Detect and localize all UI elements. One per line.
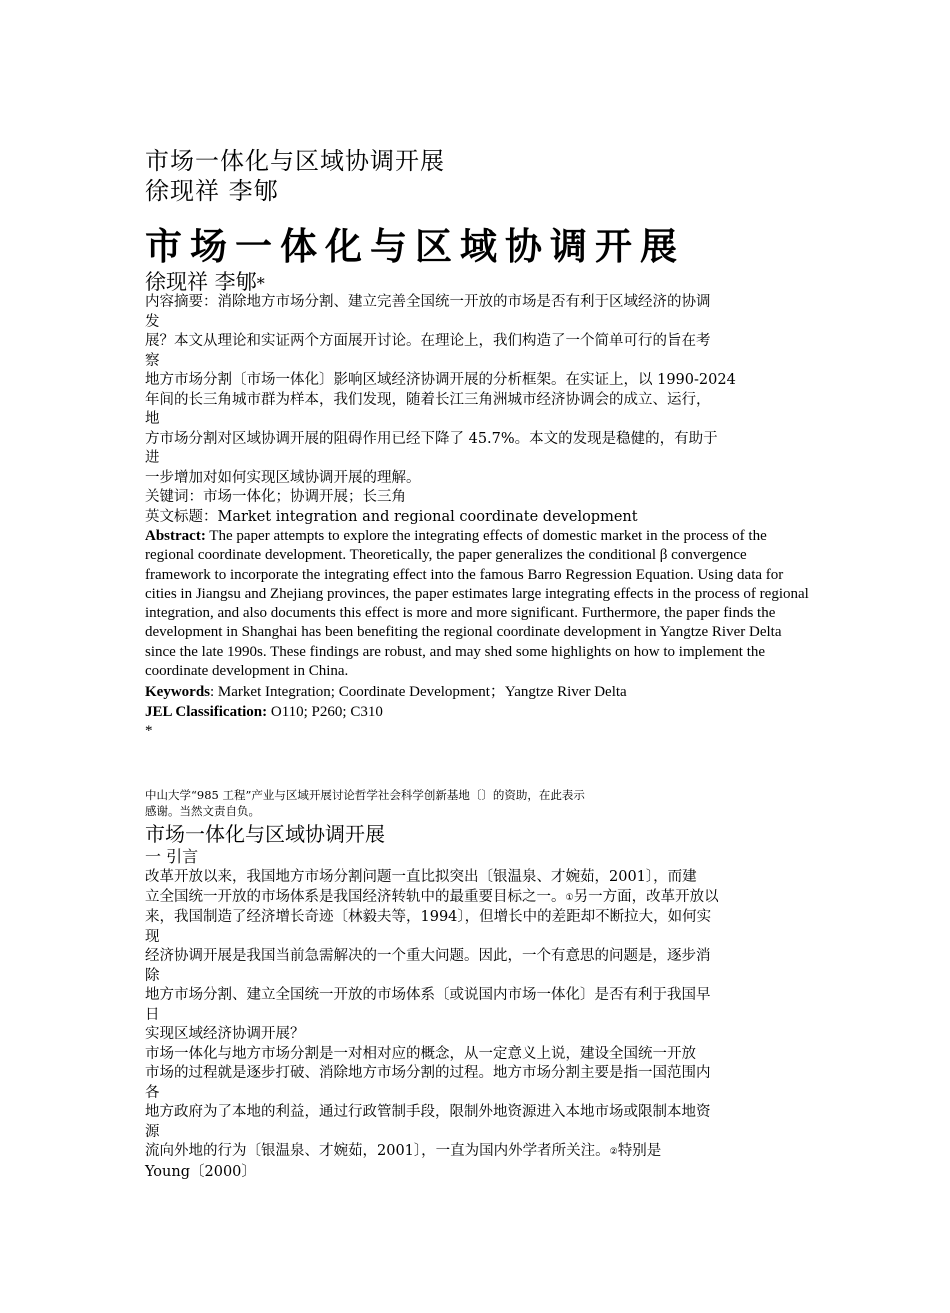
body-line-text: 特别是 (617, 1143, 662, 1159)
body-line (145, 1142, 810, 1163)
body-line: 除 (145, 967, 160, 984)
body-line: Young〔2000〕 (145, 1163, 256, 1180)
footnote-block (145, 787, 810, 819)
abstract-en-text: The paper attempts to explore the integrating effects of domestic market in the process of the regional coordinate development. Theoretically, the paper generalizes the conditional β convergence framework to incorporate the integrating effect into the famous Barro Regression Equation. Using data for cities in Jiangsu and Zhejiang provinces, the paper estimates large integrating effects in the process of regional integration, and also documents this effect is more and more significant. Furthermore, the paper finds the development in Shanghai has been benefiting the regional coordinate development in Yangtze River Delta since the late 1990s. These findings are robust, and may shed some highlights on how to implement the coordinate development in China. (145, 528, 809, 680)
jel-label: JEL Classification: (145, 703, 268, 720)
body-line: 市场一体化与地方市场分割是一对相对应的概念，从一定意义上说，建设全国统一开放 (145, 1045, 696, 1062)
abstract-cn-line: 地 (145, 411, 160, 427)
title-block (145, 225, 810, 269)
abstract-en-label: Abstract: (145, 528, 206, 544)
body-line: 来，我国制造了经济增长奇迹〔林毅夫等，1994〕，但增长中的差距却不断拉大，如何实 (145, 909, 712, 925)
jel-classification (145, 703, 810, 722)
abstract-en (145, 527, 810, 741)
jel-text: O110; P260; C310 (267, 703, 383, 720)
footnote-line: 感谢。当然文责自负。 (145, 804, 260, 818)
endnote-mark: ① (565, 892, 574, 903)
abstract-cn (145, 293, 810, 527)
section-header (145, 822, 810, 867)
header-authors: 徐现祥 李郇 (145, 177, 279, 205)
page-title: 市场一体化与区域协调开展 (145, 225, 685, 268)
body-line: 市场的过程就是逐步打破、消除地方市场分割的过程。地方市场分割主要是指一国范围内 (145, 1065, 711, 1081)
body-line: 现 (145, 928, 160, 945)
body-line: 经济协调开展是我国当前急需解决的一个重大问题。因此，一个有意思的问题是，逐步消 (145, 948, 711, 964)
endnote-mark: ② (609, 1147, 618, 1157)
keywords-cn: 关键词：市场一体化；协调开展；长三角 (145, 489, 406, 505)
header-block (145, 146, 810, 206)
abstract-cn-line: 地方市场分割〔市场一体化〕影响区域经济协调开展的分析框架。在实证上，以 1990-2024 (145, 372, 736, 388)
authors-names: 徐现祥 李郇 (145, 270, 257, 294)
body-line: 改革开放以来，我国地方市场分割问题一直比拟突出〔银温泉、才婉茹，2001〕，而建 (145, 869, 697, 885)
footnote-star: * (145, 722, 153, 739)
keywords-en-text: : Market Integration; Coordinate Development；Yangtze River Delta (210, 684, 627, 701)
english-title: 英文标题：Market integration and regional coordinate development (145, 508, 638, 525)
header-title: 市场一体化与区域协调开展 (145, 147, 445, 175)
abstract-cn-line: 展？本文从理论和实证两个方面展开讨论。在理论上，我们构造了一个简单可行的旨在考 (145, 333, 711, 349)
body-line: 源 (145, 1123, 160, 1140)
abstract-cn-line: 方市场分割对区域协调开展的阻碍作用已经下降了 45.7%。本文的发现是稳健的，有助于 (145, 430, 718, 447)
abstract-cn-line: 内容摘要：消除地方市场分割、建立完善全国统一开放的市场是否有利于区域经济的协调 (145, 294, 711, 310)
author-footnote-mark: * (256, 274, 265, 293)
keywords-en (145, 683, 810, 702)
footnote-line: 中山大学“985 工程”产业与区域开展讨论哲学社会科学创新基地〔〕的资助，在此表示 (145, 788, 585, 802)
abstract-cn-line: 进 (145, 450, 160, 466)
body-line-text: 立全国统一开放的市场体系是我国经济转轨中的最重要目标之一。 (145, 888, 566, 905)
body-line-text: 流向外地的行为〔银温泉、才婉茹，2001〕，一直为国内外学者所关注。 (145, 1143, 610, 1159)
abstract-cn-line: 察 (145, 352, 160, 369)
body-line: 日 (145, 1006, 160, 1023)
abstract-en-paragraph (145, 527, 810, 681)
keywords-en-label: Keywords (145, 684, 210, 701)
section-body (145, 868, 810, 1182)
abstract-cn-line: 年间的长三角城市群为样本，我们发现，随着长江三角洲城市经济协调会的成立、运行， (145, 391, 711, 408)
section-subtitle: 一 引言 (145, 847, 199, 866)
body-line: 实现区域经济协调开展？ (145, 1026, 305, 1042)
body-line: 地方政府为了本地的利益，通过行政管制手段，限制外地资源进入本地市场或限制本地资 (145, 1104, 711, 1120)
body-line-text: 另一方面，改革开放以 (573, 888, 719, 905)
body-line (145, 888, 810, 909)
abstract-cn-line: 一步增加对如何实现区域协调开展的理解。 (145, 469, 421, 486)
section-title: 市场一体化与区域协调开展 (145, 822, 385, 846)
body-line: 各 (145, 1084, 160, 1101)
body-line: 地方市场分割、建立全国统一开放的市场体系〔或说国内市场一体化〕是否有利于我国早 (145, 987, 711, 1003)
abstract-cn-line: 发 (145, 313, 160, 330)
